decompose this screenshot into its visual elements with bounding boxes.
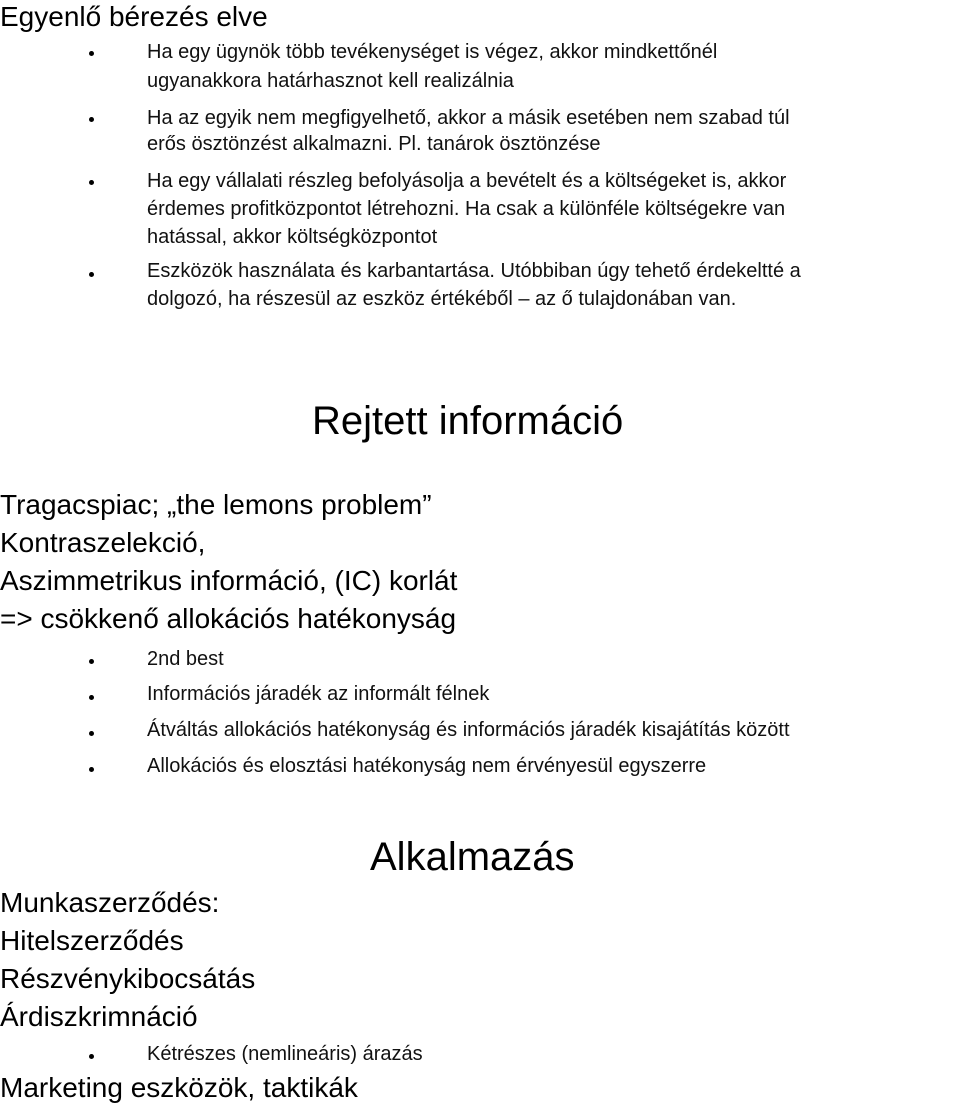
bullet-line: Eszközök használata és karbantartása. Utóbbiban úgy tehető érdekeltté a	[147, 260, 801, 282]
bullet-line: Allokációs és elosztási hatékonyság nem érvényesül egyszerre	[147, 755, 707, 777]
bullet-line: Kétrészes (nemlineáris) árazás	[147, 1043, 423, 1065]
body-line: Árdiszkrimnáció	[0, 1001, 198, 1032]
bullet-line: 2nd best	[147, 648, 224, 670]
bullet-line: Ha egy vállalati részleg befolyásolja a bevételt és a költségeket is, akkor	[147, 170, 787, 192]
section3-title: Alkalmazás	[370, 835, 575, 879]
bullet-line: Információs járadék az informált félnek	[147, 683, 490, 705]
bullet-dot	[89, 731, 94, 736]
body-line: Részvénykibocsátás	[0, 963, 256, 994]
bullet-dot	[89, 51, 94, 56]
bullet-line: érdemes profitközpontot létrehozni. Ha csak a különféle költségekre van	[147, 198, 786, 220]
bullet-dot	[89, 767, 94, 772]
bullet-line: dolgozó, ha részesül az eszköz értékéből – az ő tulajdonában van.	[147, 288, 737, 310]
bullet-line: erős ösztönzést alkalmazni. Pl. tanárok ösztönzése	[147, 133, 601, 155]
bullet-line: Átváltás allokációs hatékonyság és információs járadék kisajátítás között	[147, 719, 790, 741]
section1-title: Egyenlő bérezés elve	[0, 1, 268, 32]
bullet-dot	[89, 180, 94, 185]
section2-title: Rejtett információ	[312, 399, 624, 443]
bullet-line: ugyanakkora határhasznot kell realizálnia	[147, 70, 514, 92]
body-line: Kontraszelekció,	[0, 527, 206, 558]
bullet-dot	[89, 659, 94, 664]
body-line: Hitelszerződés	[0, 925, 184, 956]
body-line: Aszimmetrikus információ, (IC) korlát	[0, 565, 458, 596]
body-line: Marketing eszközök, taktikák	[0, 1072, 358, 1103]
bullet-line: Ha az egyik nem megfigyelhető, akkor a másik esetében nem szabad túl	[147, 107, 790, 129]
body-line: => csökkenő allokációs hatékonyság	[0, 603, 457, 634]
bullet-dot	[89, 272, 94, 277]
bullet-dot	[89, 117, 94, 122]
body-line: Munkaszerződés:	[0, 887, 220, 918]
body-line: Tragacspiac; „the lemons problem”	[0, 489, 432, 520]
bullet-line: hatással, akkor költségközpontot	[147, 226, 438, 248]
bullet-line: Ha egy ügynök több tevékenységet is végez, akkor mindkettőnél	[147, 41, 718, 63]
bullet-dot	[89, 1054, 94, 1059]
bullet-dot	[89, 695, 94, 700]
